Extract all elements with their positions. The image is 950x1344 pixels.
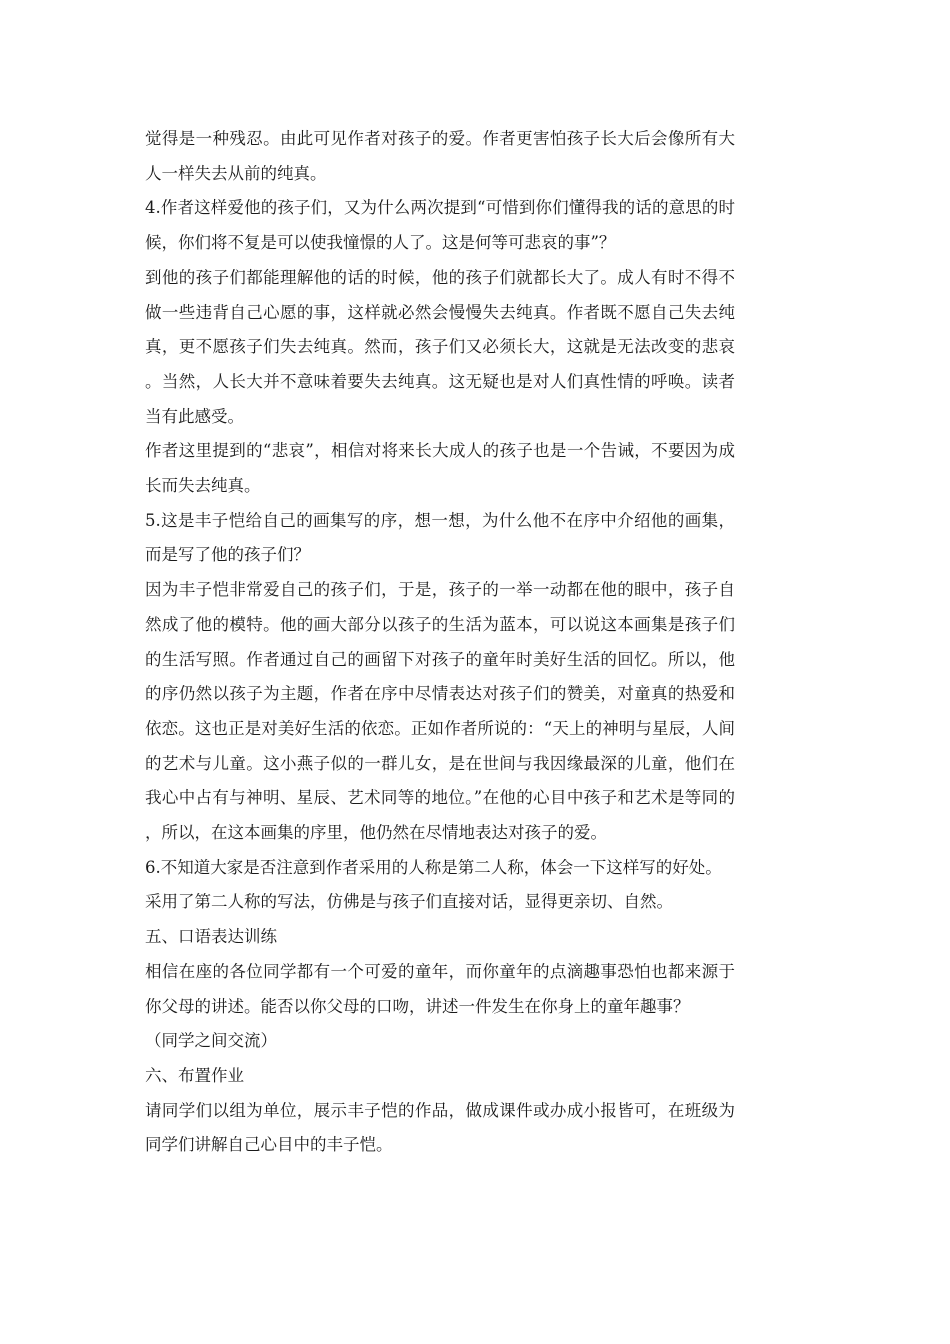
question-5: 5.这是丰子恺给自己的画集写的序，想一想，为什么他不在序中介绍他的画集，而是写了他的孩子们？ (145, 510, 735, 565)
answer-6: 采用了第二人称的写法，仿佛是与孩子们直接对话，显得更亲切、自然。 (145, 892, 673, 912)
answer-4-note: 作者这里提到的“悲哀”，相信对将来长大成人的孩子也是一个告诫，不要因为成长而失去纯真。 (145, 441, 735, 496)
section-heading-homework: 六、布置作业 (145, 1065, 244, 1085)
homework-text: 请同学们以组为单位，展示丰子恺的作品，做成课件或办成小报皆可，在班级为同学们讲解自己心目中的丰子恺。 (145, 1100, 735, 1155)
oral-training-prompt: 相信在座的各位同学都有一个可爱的童年，而你童年的点滴趣事恐怕也都来源于你父母的讲述。能否以你父母的口吻，讲述一件发生在你身上的童年趣事？ (145, 961, 735, 1016)
question-4: 4.作者这样爱他的孩子们，又为什么两次提到“可惜到你们懂得我的话的意思的时候，你们将不复是可以使我憧憬的人了。这是何等可悲哀的事”？ (145, 198, 735, 253)
section-heading-oral-training: 五、口语表达训练 (145, 927, 277, 947)
answer-5: 因为丰子恺非常爱自己的孩子们，于是，孩子的一举一动都在他的眼中，孩子自然成了他的模特。他的画大部分以孩子的生活为蓝本，可以说这本画集是孩子们的生活写照。作者通过自己的画留下对孩子的童年时美好生活的回忆。所以，他的序仍然以孩子为主题，作者在序中尽情表达对孩子们的赞美，对童真的热爱和依恋。这也正是对美好生活的依恋。正如作者所说的：“天上的神明与星辰，人间的艺术与儿童。这小燕子似的一群儿女，是在世间与我因缘最深的儿童，他们在我心中占有与神明、星辰、艺术同等的地位。”在他的心目中孩子和艺术是等同的，所以，在这本画集的序里，他仍然在尽情地表达对孩子的爱。 (145, 580, 735, 843)
paragraph-love-continuation: 觉得是一种残忍。由此可见作者对孩子的爱。作者更害怕孩子长大后会像所有大人一样失去从前的纯真。 (145, 129, 735, 183)
question-6: 6.不知道大家是否注意到作者采用的人称是第二人称，体会一下这样写的好处。 (145, 857, 722, 877)
answer-4: 到他的孩子们都能理解他的话的时候，他的孩子们就都长大了。成人有时不得不做一些违背自己心愿的事，这样就必然会慢慢失去纯真。作者既不愿自己失去纯真，更不愿孩子们失去纯真。然而，孩子们又必须长大，这就是无法改变的悲哀。当然，人长大并不意味着要失去纯真。这无疑也是对人们真性情的呼唤。读者当有此感受。 (145, 267, 735, 426)
oral-training-note: （同学之间交流） (145, 1031, 277, 1051)
document-body (145, 122, 735, 1163)
